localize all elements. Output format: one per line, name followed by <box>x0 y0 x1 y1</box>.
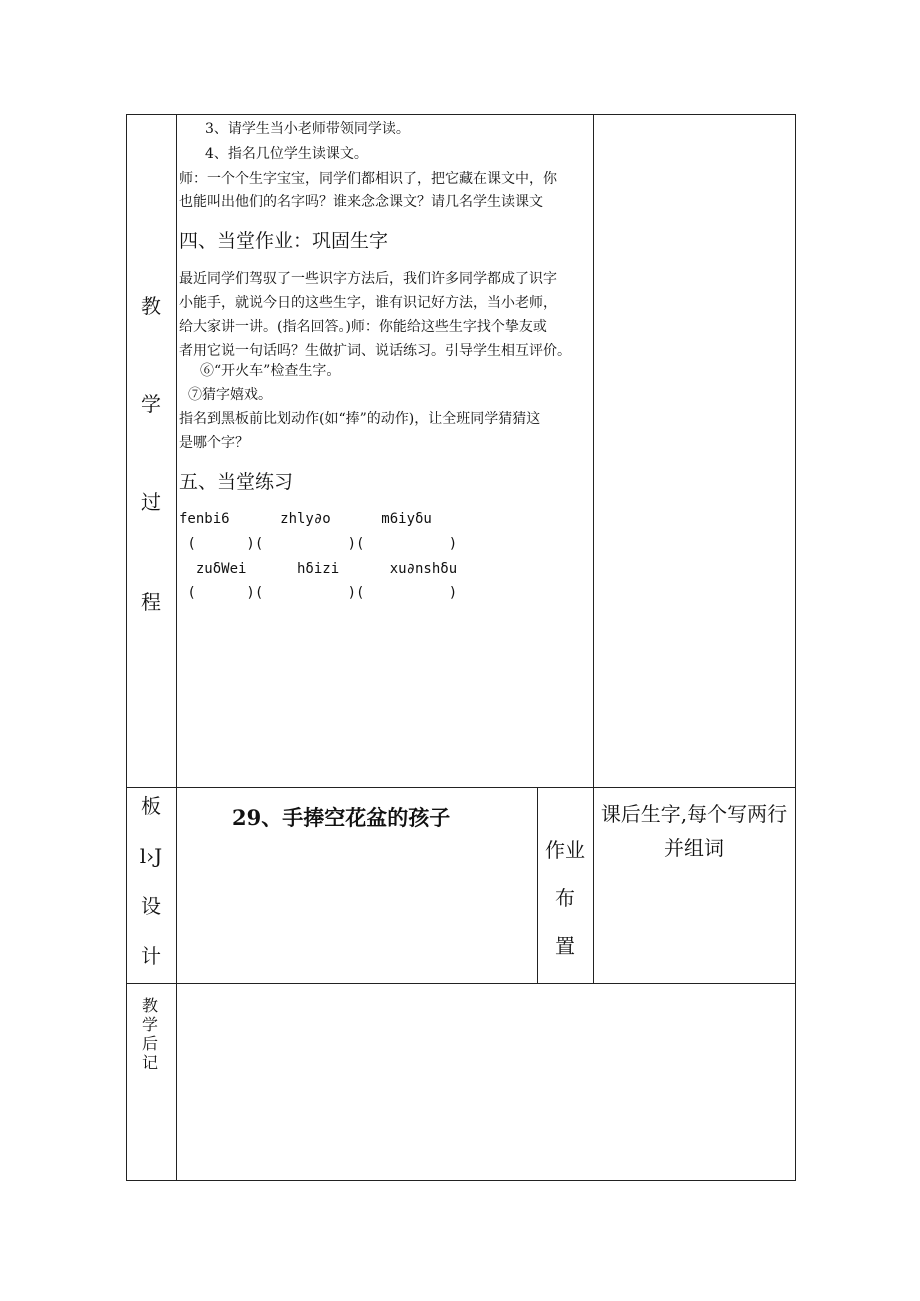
section-four-line-3: 给大家讲一讲。(指名回答。)师：你能给这些生字找个挚友或 <box>179 319 547 335</box>
pinyin-row-2: zuδWei hδizi xu∂nshδu <box>179 561 458 577</box>
board-homework-divider <box>537 787 538 984</box>
homework-label-1: 作业 <box>545 838 585 862</box>
section-four-heading: 四、当堂作业：巩固生字 <box>179 230 389 252</box>
section-four-line-6: ⑦猜字嬉戏。 <box>188 387 272 403</box>
process-teacher-line-1: 师：一个个生字宝宝，同学们都相识了，把它藏在课文中，你 <box>179 171 557 187</box>
section-four-line-4: 者用它说一句话吗？生做扩词、说话练习。引导学生相互评价。 <box>179 343 571 359</box>
label-column-divider <box>176 114 177 1181</box>
process-label-char-3: 过 <box>141 490 161 514</box>
board-lesson-title: 29、手捧空花盆的孩子 <box>232 805 451 830</box>
process-line-3: 3、请学生当小老师带领同学读。 <box>205 121 410 137</box>
homework-content: 课后生字,每个写两行并组词 <box>600 802 788 860</box>
section-four-line-7: 指名到黑板前比划动作(如“捧”的动作)，让全班同学猜猜这 <box>179 411 541 427</box>
blank-row-2: ( )( )( ) <box>179 585 458 601</box>
section-four-line-8: 是哪个字？ <box>179 435 249 451</box>
section-four-line-2: 小能手，就说今日的这些生字，谁有识记好方法，当小老师， <box>179 295 557 311</box>
process-label-char-4: 程 <box>141 590 161 614</box>
table-top-border <box>126 114 796 115</box>
blank-row-1: ( )( )( ) <box>179 536 458 552</box>
table-left-border <box>126 114 127 1181</box>
table-right-border <box>795 114 796 1181</box>
board-label-char-3: 设 <box>141 894 161 918</box>
pinyin-row-1: fenbi6 zhly∂o m6iyδu <box>179 511 432 527</box>
content-column-divider <box>593 114 594 984</box>
board-label-char-2: l›J <box>139 844 163 868</box>
homework-label-2: 布 <box>555 886 575 910</box>
process-label-char-1: 教 <box>141 294 161 318</box>
section-four-line-1: 最近同学们驾驭了一些识字方法后，我们许多同学都成了识字 <box>179 271 557 287</box>
table-bottom-border <box>126 1180 796 1181</box>
row-divider-board <box>126 983 796 984</box>
section-five-heading: 五、当堂练习 <box>179 471 294 493</box>
section-four-line-5: ⑥“开火车”检查生字。 <box>200 363 341 379</box>
reflection-label: 教学后记 <box>141 996 158 1072</box>
homework-label-3: 置 <box>555 934 575 958</box>
process-label-char-2: 学 <box>141 392 161 416</box>
process-line-4: 4、指名几位学生读课文。 <box>205 146 368 162</box>
row-divider-process <box>126 787 796 788</box>
board-label-char-1: 板 <box>141 794 161 818</box>
process-teacher-line-2: 也能叫出他们的名字吗？谁来念念课文？请几名学生读课文 <box>179 194 543 210</box>
board-label-char-4: 计 <box>141 944 161 968</box>
